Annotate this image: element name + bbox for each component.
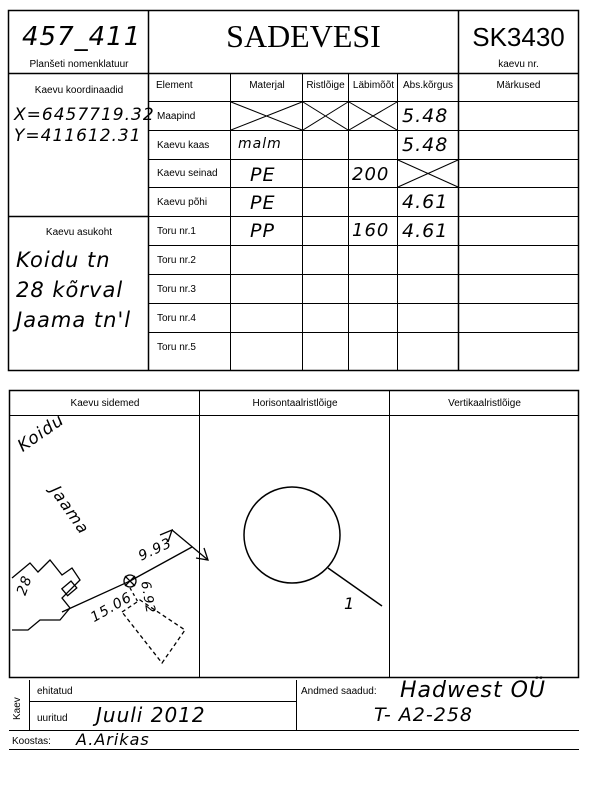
- compiled-label: Koostas:: [12, 736, 51, 747]
- cell-height: 5.48: [402, 105, 449, 127]
- row-element: Toru nr.2: [157, 255, 196, 266]
- row-element: Toru nr.5: [157, 342, 196, 353]
- well-circle: [244, 487, 340, 583]
- kaev-side-label: Kaev: [12, 697, 23, 720]
- page-title: SADEVESI: [226, 18, 381, 54]
- house-number: 28: [14, 573, 36, 598]
- sketch-col1-label: Kaevu sidemed: [70, 398, 140, 409]
- compiled-value: A.Arikas: [76, 730, 150, 749]
- coordinate-x: X=6457719.32: [14, 105, 155, 125]
- street-label: Koidu: [14, 410, 69, 457]
- row-element: Toru nr.4: [157, 313, 196, 324]
- map-code-label: Planšeti nomenklatuur: [29, 59, 129, 70]
- well-number-label: kaevu nr.: [498, 59, 539, 70]
- street-label: Jaama: [46, 482, 94, 538]
- header-element: Element: [156, 80, 193, 91]
- built-label: ehitatud: [37, 686, 73, 697]
- row-element: Toru nr.1: [157, 226, 196, 237]
- sketch-col2-label: Horisontaalristlõige: [252, 398, 338, 409]
- sketch-col3-label: Vertikaalristlõige: [448, 398, 521, 409]
- location-line-1: Koidu tn: [16, 248, 111, 272]
- header-height: Abs.kõrgus: [402, 80, 454, 91]
- dimension-label: 6.92: [137, 580, 158, 616]
- dimension-label: 9.93: [136, 535, 175, 565]
- sketch-grid: [0, 380, 599, 680]
- row-element: Toru nr.3: [157, 284, 196, 295]
- data-from-ref: T- A2-258: [374, 704, 473, 726]
- location-line-3: Jaama tn'l: [16, 308, 132, 332]
- header-diameter: Läbimõõt: [352, 80, 395, 91]
- cell-material: malm: [238, 136, 282, 152]
- cell-material: PE: [250, 164, 276, 186]
- location-label: Kaevu asukoht: [45, 227, 113, 238]
- header-material: Materjal: [249, 80, 285, 91]
- cell-height: 5.48: [402, 134, 449, 156]
- data-from-label: Andmed saadud:: [301, 686, 377, 697]
- coordinates-label: Kaevu koordinaadid: [34, 85, 124, 96]
- cell-height: 4.61: [402, 220, 449, 242]
- cell-diameter: 160: [352, 220, 390, 241]
- coordinate-y: Y=411612.31: [14, 126, 142, 146]
- dimension-label: 15.06: [88, 589, 136, 626]
- cell-material: PP: [250, 220, 275, 242]
- well-number: SK3430: [472, 22, 565, 52]
- row-element: Kaevu seinad: [157, 168, 218, 179]
- map-code: 457_411: [22, 22, 142, 52]
- location-line-2: 28 kõrval: [16, 278, 124, 302]
- cell-material: PE: [250, 192, 276, 214]
- header-section: Ristlõige: [306, 80, 345, 91]
- cell-diameter: 200: [352, 164, 390, 185]
- data-from-value: Hadwest OÜ: [400, 678, 547, 703]
- row-element: Maapind: [157, 111, 196, 122]
- cell-height: 4.61: [402, 191, 449, 213]
- row-element: Kaevu põhi: [157, 197, 208, 208]
- header-notes: Märkused: [496, 80, 541, 91]
- surveyed-value: Juuli 2012: [96, 703, 206, 727]
- pipe-number: 1: [344, 594, 356, 613]
- surveyed-label: uuritud: [37, 713, 68, 724]
- row-element: Kaevu kaas: [157, 140, 210, 151]
